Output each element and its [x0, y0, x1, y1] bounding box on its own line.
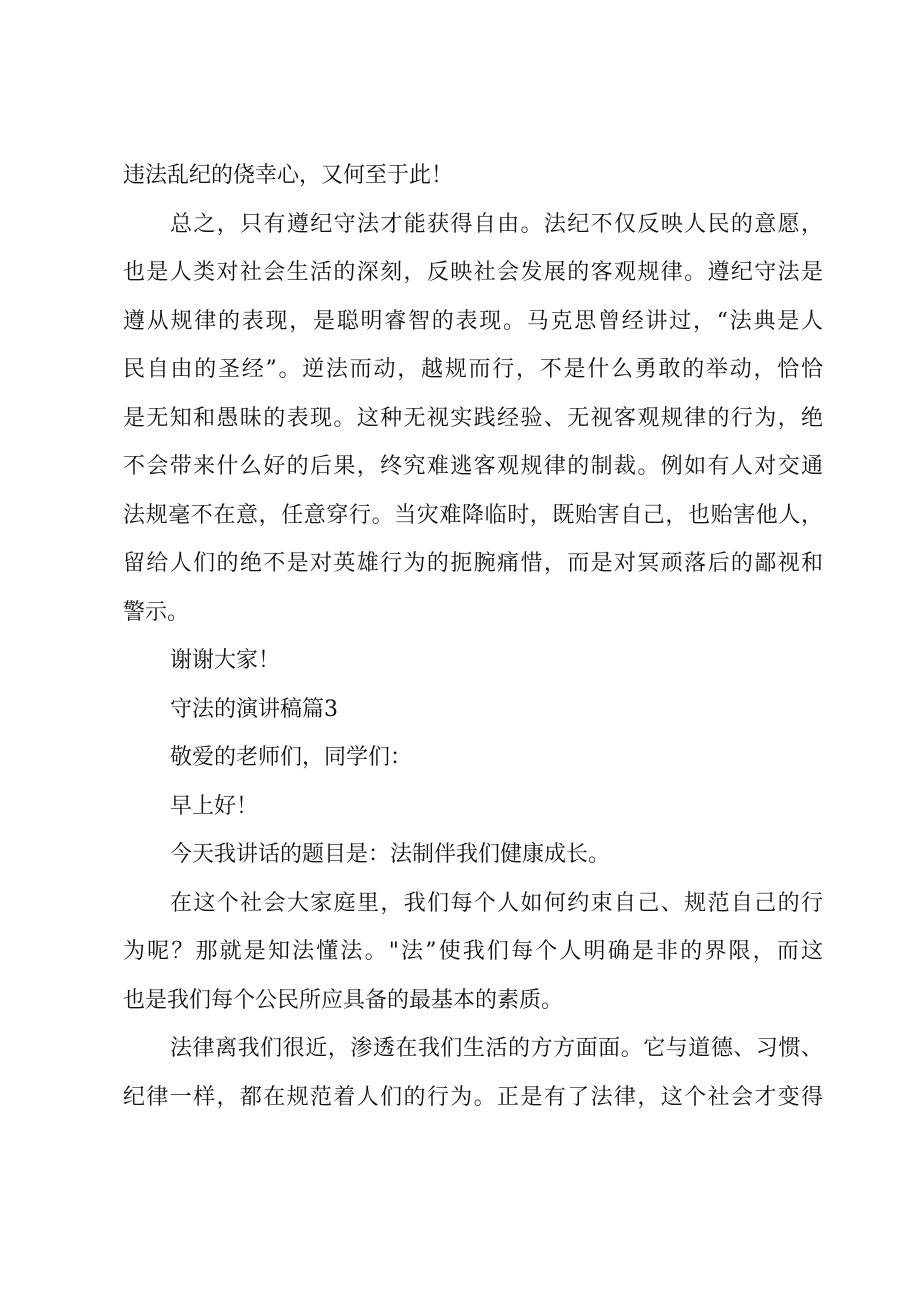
- text-line: 警示。: [123, 599, 190, 625]
- text-line: 敬爱的老师们，同学们：: [170, 745, 413, 770]
- text-line: 纪律一样，都在规范着人们的行为。正是有了法律，这个社会才变得: [123, 1084, 823, 1110]
- text-line: 早上好！: [170, 793, 259, 819]
- text-line: 为呢？那就是知法懂法。"法”使我们每个人明确是非的界限，而这: [123, 939, 823, 964]
- text-line: 民自由的圣经”。逆法而动，越规而行，不是什么勇敢的举动，恰恰: [123, 357, 823, 382]
- text-line: 总之，只有遵纪守法才能获得自由。法纪不仅反映人民的意愿，: [170, 211, 823, 237]
- text-line: 遵从规律的表现，是聪明睿智的表现。马克思曾经讲过，“法典是人: [123, 308, 823, 334]
- text-line: 法律离我们很近，渗透在我们生活的方方面面。它与道德、习惯、: [170, 1036, 823, 1061]
- text-line: 违法乱纪的侥幸心，又何至于此！: [123, 163, 454, 188]
- text-line: 也是人类对社会生活的深刻，反映社会发展的客观规律。遵纪守法是: [123, 260, 823, 285]
- text-line: 今天我讲话的题目是：法制伴我们健康成长。: [170, 842, 611, 867]
- text-line: 也是我们每个公民所应具备的最基本的素质。: [123, 987, 564, 1013]
- text-line: 留给人们的绝不是对英雄行为的扼腕痛惜，而是对冥顽落后的鄙视和: [123, 551, 823, 576]
- text-line: 法规毫不在意，任意穿行。当灾难降临时，既贻害自己，也贻害他人，: [123, 502, 823, 528]
- text-line: 谢谢大家！: [170, 648, 281, 673]
- text-line: 不会带来什么好的后果，终究难逃客观规律的制裁。例如有人对交通: [123, 454, 823, 479]
- text-line: 在这个社会大家庭里，我们每个人如何约束自己、规范自己的行: [170, 890, 823, 916]
- document-body: [123, 161, 823, 1112]
- text-line: 是无知和愚昧的表现。这种无视实践经验、无视客观规律的行为，绝: [123, 405, 823, 431]
- text-line: 守法的演讲稿篇3: [170, 696, 338, 722]
